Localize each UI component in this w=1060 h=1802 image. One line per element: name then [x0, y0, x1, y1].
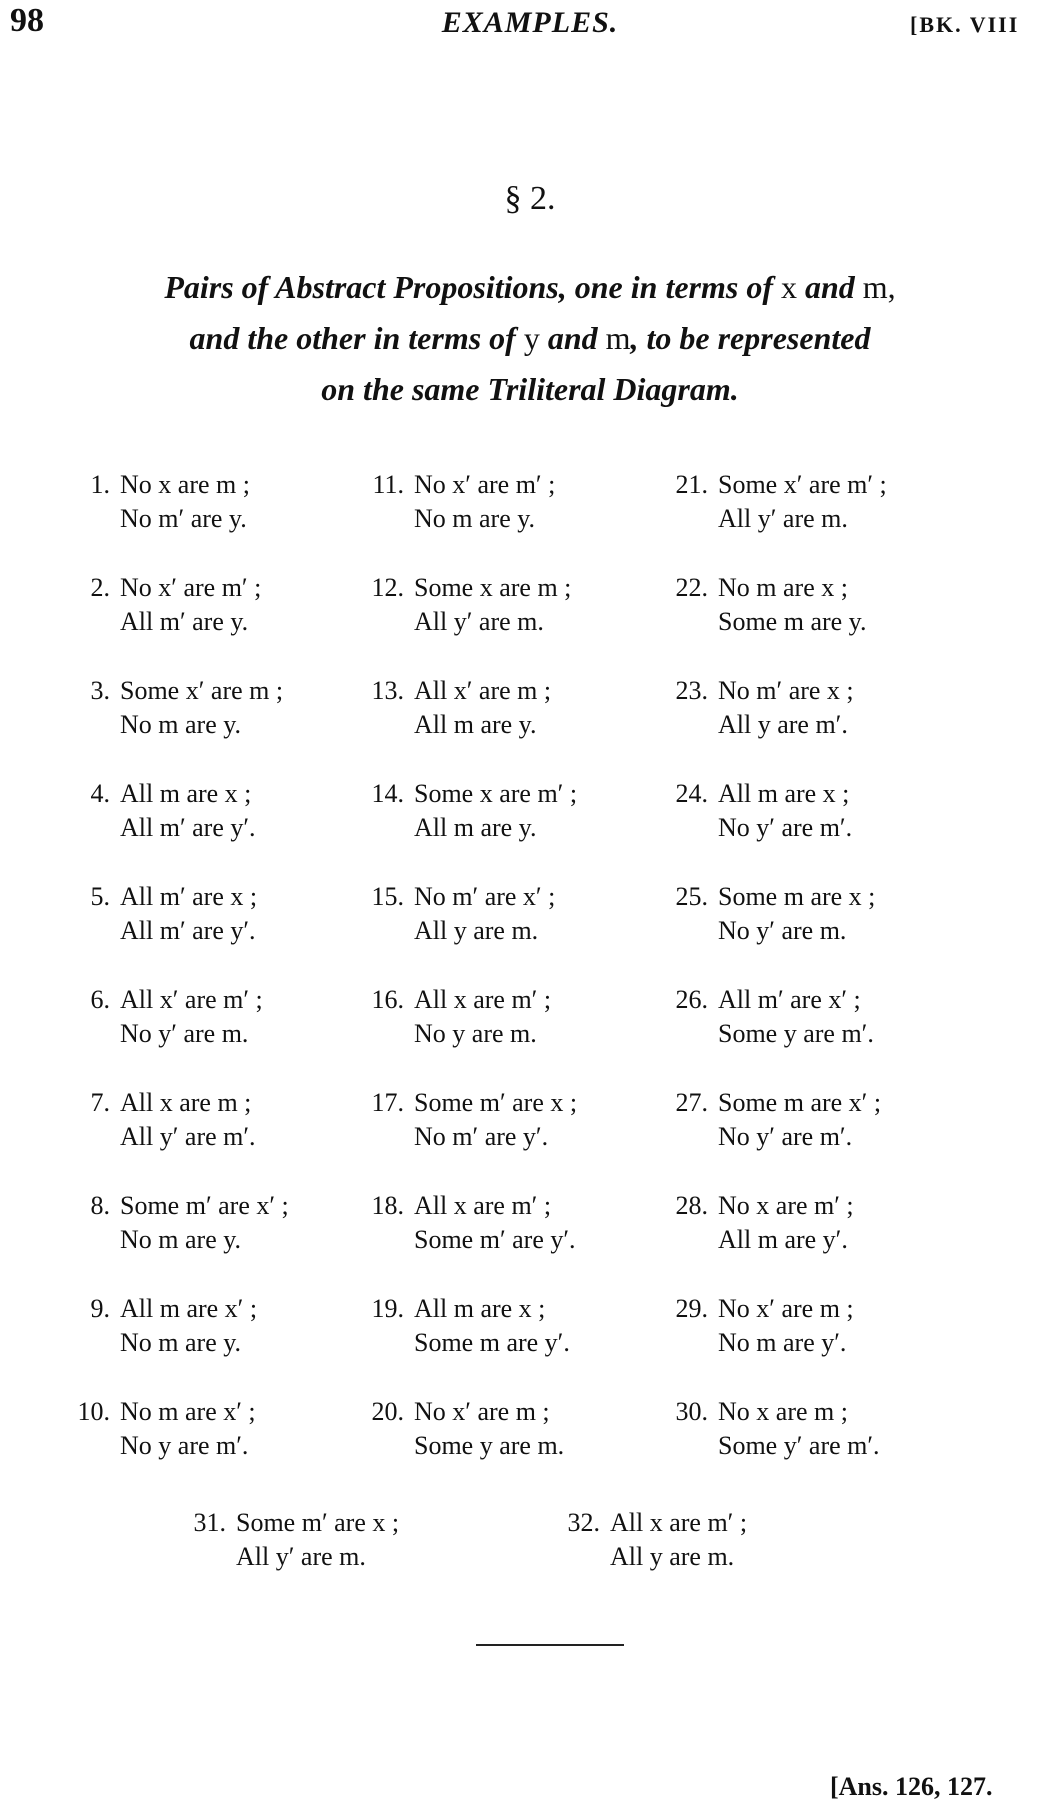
proposition-pair [356, 983, 551, 1051]
proposition-first: All x are m ; [120, 1088, 252, 1117]
heading-text: and [796, 269, 863, 305]
proposition-first: Some m are x ; [718, 882, 876, 911]
proposition-first: Some m′ are x ; [236, 1508, 400, 1537]
proposition-pair [660, 468, 887, 536]
heading-variable: x [780, 269, 797, 305]
proposition-first: No m are x′ ; [120, 1397, 256, 1426]
proposition-first: Some x are m ; [414, 573, 572, 602]
proposition-second: No y′ are m. [718, 916, 847, 945]
proposition-second: All m′ are y′. [120, 916, 256, 945]
proposition-number: 1. [90, 470, 110, 499]
proposition-first: All x are m′ ; [414, 1191, 552, 1220]
proposition-number: 21. [675, 470, 708, 499]
proposition-first: Some x are m′ ; [414, 779, 578, 808]
proposition-second: No y are m. [414, 1019, 537, 1048]
proposition-number: 23. [675, 676, 708, 705]
proposition-pair [62, 1395, 256, 1463]
heading-line [0, 262, 1060, 313]
proposition-number: 18. [371, 1191, 404, 1220]
proposition-number: 8. [90, 1191, 110, 1220]
proposition-first: No x′ are m ; [414, 1397, 550, 1426]
proposition-first: No x′ are m′ ; [414, 470, 556, 499]
proposition-second: All y are m. [610, 1542, 735, 1571]
proposition-number: 25. [675, 882, 708, 911]
proposition-second: No m′ are y′. [414, 1122, 549, 1151]
proposition-pair [62, 880, 257, 948]
proposition-pair [62, 674, 283, 742]
proposition-second: Some m′ are y′. [414, 1225, 576, 1254]
proposition-pair [660, 674, 854, 742]
proposition-number: 30. [675, 1397, 708, 1426]
proposition-first: All m are x ; [718, 779, 850, 808]
proposition-number: 20. [371, 1397, 404, 1426]
proposition-second: No m are y. [414, 504, 536, 533]
proposition-pair [660, 983, 874, 1051]
proposition-pair [356, 1086, 577, 1154]
section-label: § 2. [504, 180, 556, 217]
proposition-pair [356, 468, 555, 536]
proposition-second: Some y are m′. [718, 1019, 874, 1048]
page-number: 98 [10, 2, 44, 39]
proposition-number: 17. [371, 1088, 404, 1117]
proposition-second: All m′ are y′. [120, 813, 256, 842]
proposition-number: 29. [675, 1294, 708, 1323]
proposition-first: No x are m′ ; [718, 1191, 854, 1220]
proposition-first: No m′ are x ; [718, 676, 854, 705]
proposition-number: 7. [90, 1088, 110, 1117]
proposition-number: 13. [371, 676, 404, 705]
proposition-second: All m are y. [414, 813, 537, 842]
heading-text: Pairs of Abstract Propositions, one in terms of [164, 269, 781, 305]
proposition-second: Some m are y. [718, 607, 867, 636]
proposition-pair [62, 468, 250, 536]
proposition-first: Some x′ are m′ ; [718, 470, 887, 499]
heading-line [0, 313, 1060, 364]
proposition-pair [660, 571, 867, 639]
proposition-first: All m are x ; [120, 779, 252, 808]
proposition-second: No m are y. [120, 1328, 242, 1357]
proposition-number: 19. [371, 1294, 404, 1323]
heading-variable: m [862, 269, 888, 305]
heading-text: , [887, 269, 896, 305]
proposition-second: All y′ are m. [236, 1542, 366, 1571]
proposition-number: 31. [193, 1508, 226, 1537]
proposition-second: No m are y. [120, 710, 242, 739]
proposition-pair [552, 1506, 747, 1574]
proposition-number: 24. [675, 779, 708, 808]
proposition-second: All y are m. [414, 916, 539, 945]
proposition-pair [356, 880, 555, 948]
proposition-first: No x′ are m ; [718, 1294, 854, 1323]
proposition-pair [356, 1395, 564, 1463]
proposition-first: No x are m ; [120, 470, 250, 499]
proposition-first: Some m are x′ ; [718, 1088, 882, 1117]
proposition-pair [356, 571, 571, 639]
proposition-first: All x′ are m ; [414, 676, 552, 705]
proposition-pair [660, 880, 875, 948]
proposition-first: Some x′ are m ; [120, 676, 284, 705]
proposition-second: All y′ are m. [718, 504, 848, 533]
answer-reference: [Ans. 126, 127. [830, 1772, 993, 1801]
proposition-number: 3. [90, 676, 110, 705]
proposition-pair [178, 1506, 399, 1574]
proposition-first: Some m′ are x ; [414, 1088, 578, 1117]
proposition-number: 4. [90, 779, 110, 808]
proposition-pair [660, 1086, 881, 1154]
proposition-first: No m are x ; [718, 573, 848, 602]
proposition-second: All y are m′. [718, 710, 848, 739]
proposition-pair [356, 674, 551, 742]
proposition-first: All m are x ; [414, 1294, 546, 1323]
heading-variable: y [523, 320, 540, 356]
proposition-first: All m′ are x ; [120, 882, 258, 911]
proposition-number: 9. [90, 1294, 110, 1323]
running-title: EXAMPLES. [441, 6, 619, 39]
proposition-second: No y′ are m′. [718, 1122, 853, 1151]
proposition-pair [62, 777, 256, 845]
proposition-number: 26. [675, 985, 708, 1014]
proposition-number: 11. [372, 470, 404, 499]
proposition-number: 12. [371, 573, 404, 602]
section-heading [0, 262, 1060, 415]
heading-text: and [539, 320, 606, 356]
heading-variable: m [605, 320, 631, 356]
proposition-second: No y′ are m. [120, 1019, 249, 1048]
proposition-pair [62, 1292, 257, 1360]
proposition-second: No y are m′. [120, 1431, 249, 1460]
proposition-second: All y′ are m′. [120, 1122, 256, 1151]
proposition-pair [356, 1292, 570, 1360]
proposition-number: 27. [675, 1088, 708, 1117]
proposition-second: All m are y. [414, 710, 537, 739]
heading-line [0, 364, 1060, 415]
proposition-number: 15. [371, 882, 404, 911]
proposition-pair [62, 983, 263, 1051]
proposition-first: All m are x′ ; [120, 1294, 258, 1323]
proposition-first: All x are m′ ; [414, 985, 552, 1014]
proposition-number: 6. [90, 985, 110, 1014]
proposition-pair [356, 1189, 576, 1257]
proposition-pair [660, 1395, 880, 1463]
book-reference: [BK. VIII [910, 12, 1020, 37]
proposition-pair [660, 777, 852, 845]
proposition-first: All m′ are x′ ; [718, 985, 861, 1014]
proposition-first: Some m′ are x′ ; [120, 1191, 289, 1220]
proposition-pair [356, 777, 577, 845]
proposition-pair [62, 1086, 256, 1154]
proposition-first: No m′ are x′ ; [414, 882, 556, 911]
proposition-pair [660, 1292, 854, 1360]
proposition-number: 10. [77, 1397, 110, 1426]
proposition-second: No y′ are m′. [718, 813, 853, 842]
proposition-number: 32. [567, 1508, 600, 1537]
proposition-number: 2. [90, 573, 110, 602]
proposition-first: No x′ are m′ ; [120, 573, 262, 602]
proposition-second: All y′ are m. [414, 607, 544, 636]
heading-text: and the other in terms of [189, 320, 524, 356]
proposition-first: All x are m′ ; [610, 1508, 748, 1537]
proposition-number: 16. [371, 985, 404, 1014]
proposition-second: All m′ are y. [120, 607, 249, 636]
proposition-first: All x′ are m′ ; [120, 985, 263, 1014]
proposition-pair [660, 1189, 854, 1257]
proposition-number: 14. [371, 779, 404, 808]
proposition-pair [62, 571, 261, 639]
section-divider [476, 1644, 624, 1646]
proposition-number: 28. [675, 1191, 708, 1220]
proposition-second: No m are y. [120, 1225, 242, 1254]
proposition-second: No m are y′. [718, 1328, 847, 1357]
proposition-number: 5. [90, 882, 110, 911]
proposition-pair [62, 1189, 289, 1257]
heading-text: on the same Triliteral Diagram. [321, 371, 739, 407]
proposition-second: All m are y′. [718, 1225, 848, 1254]
proposition-second: Some y′ are m′. [718, 1431, 880, 1460]
proposition-first: No x are m ; [718, 1397, 848, 1426]
proposition-number: 22. [675, 573, 708, 602]
heading-text: , to be represented [630, 320, 871, 356]
proposition-second: Some m are y′. [414, 1328, 570, 1357]
proposition-second: Some y are m. [414, 1431, 565, 1460]
proposition-second: No m′ are y. [120, 504, 247, 533]
